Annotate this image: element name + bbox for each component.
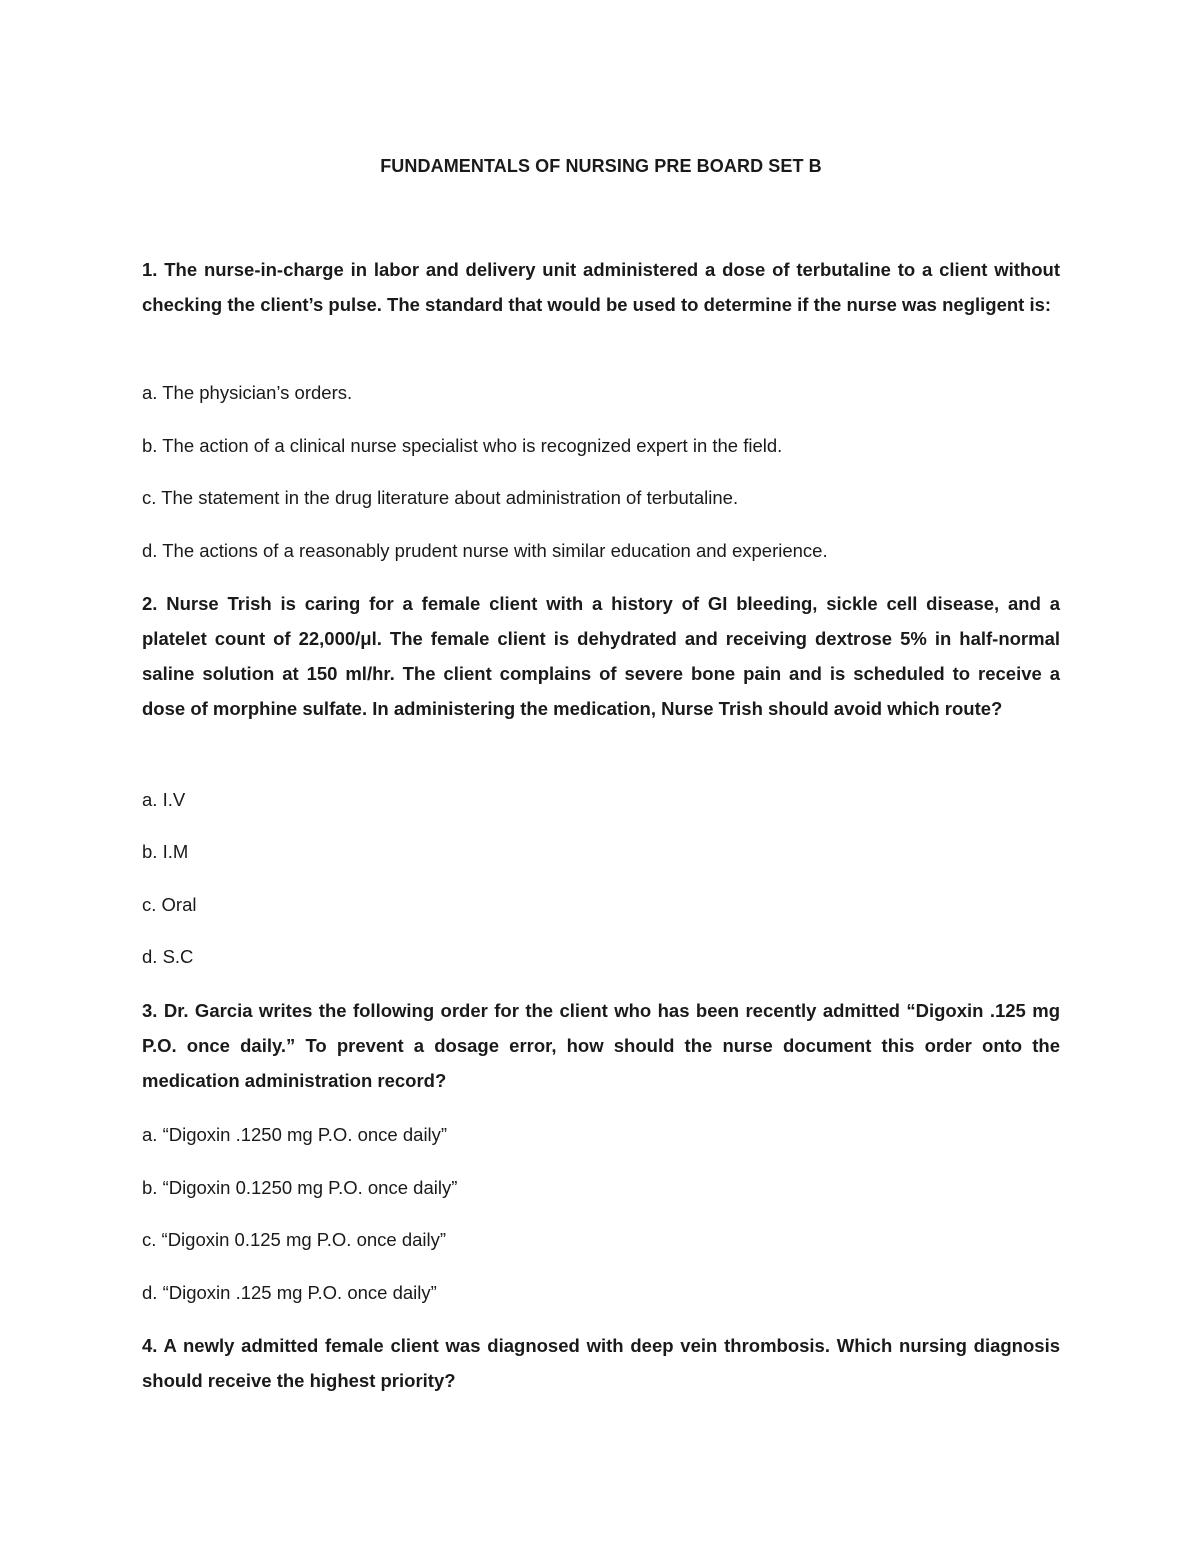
question-1-option-d: d. The actions of a reasonably prudent nurse with similar education and experience. — [142, 540, 828, 561]
question-1-option-a: a. The physician’s orders. — [142, 382, 353, 403]
question-3-option-a: a. “Digoxin .1250 mg P.O. once daily” — [142, 1124, 448, 1145]
question-3-option-d: d. “Digoxin .125 mg P.O. once daily” — [142, 1282, 437, 1303]
question-2-option-b: b. I.M — [142, 841, 189, 862]
question-2-option-d: d. S.C — [142, 946, 194, 967]
document-title: FUNDAMENTALS OF NURSING PRE BOARD SET B — [380, 156, 822, 176]
question-2-text: 2. Nurse Trish is caring for a female client with a history of GI bleeding, sickle cell disease, and a platelet count of 22,000/μl. The female client is dehydrated and receiving dextrose 5% in half-normal saline solution at 150 ml/hr. The client complains of severe bone pain and is scheduled to receive a dose of morphine sulfate. In administering the medication, Nurse Trish should avoid which route? — [142, 593, 1060, 719]
question-3-option-b: b. “Digoxin 0.1250 mg P.O. once daily” — [142, 1177, 458, 1198]
question-1-text: 1. The nurse-in-charge in labor and delivery unit administered a dose of terbutaline to a client without checking the client’s pulse. The standard that would be used to determine if the nurse was negligent is: — [142, 259, 1060, 315]
question-1-option-b: b. The action of a clinical nurse specialist who is recognized expert in the field. — [142, 435, 783, 456]
question-4-text: 4. A newly admitted female client was diagnosed with deep vein thrombosis. Which nursing diagnosis should receive the highest priority? — [142, 1335, 1060, 1391]
question-2-option-c: c. Oral — [142, 894, 197, 915]
question-1-option-c: c. The statement in the drug literature about administration of terbutaline. — [142, 487, 739, 508]
question-2-option-a: a. I.V — [142, 789, 186, 810]
question-3-option-c: c. “Digoxin 0.125 mg P.O. once daily” — [142, 1229, 447, 1250]
question-3-text: 3. Dr. Garcia writes the following order for the client who has been recently admitted “Digoxin .125 mg P.O. once daily.” To prevent a dosage error, how should the nurse document this order onto the medication administration record? — [142, 1000, 1060, 1091]
